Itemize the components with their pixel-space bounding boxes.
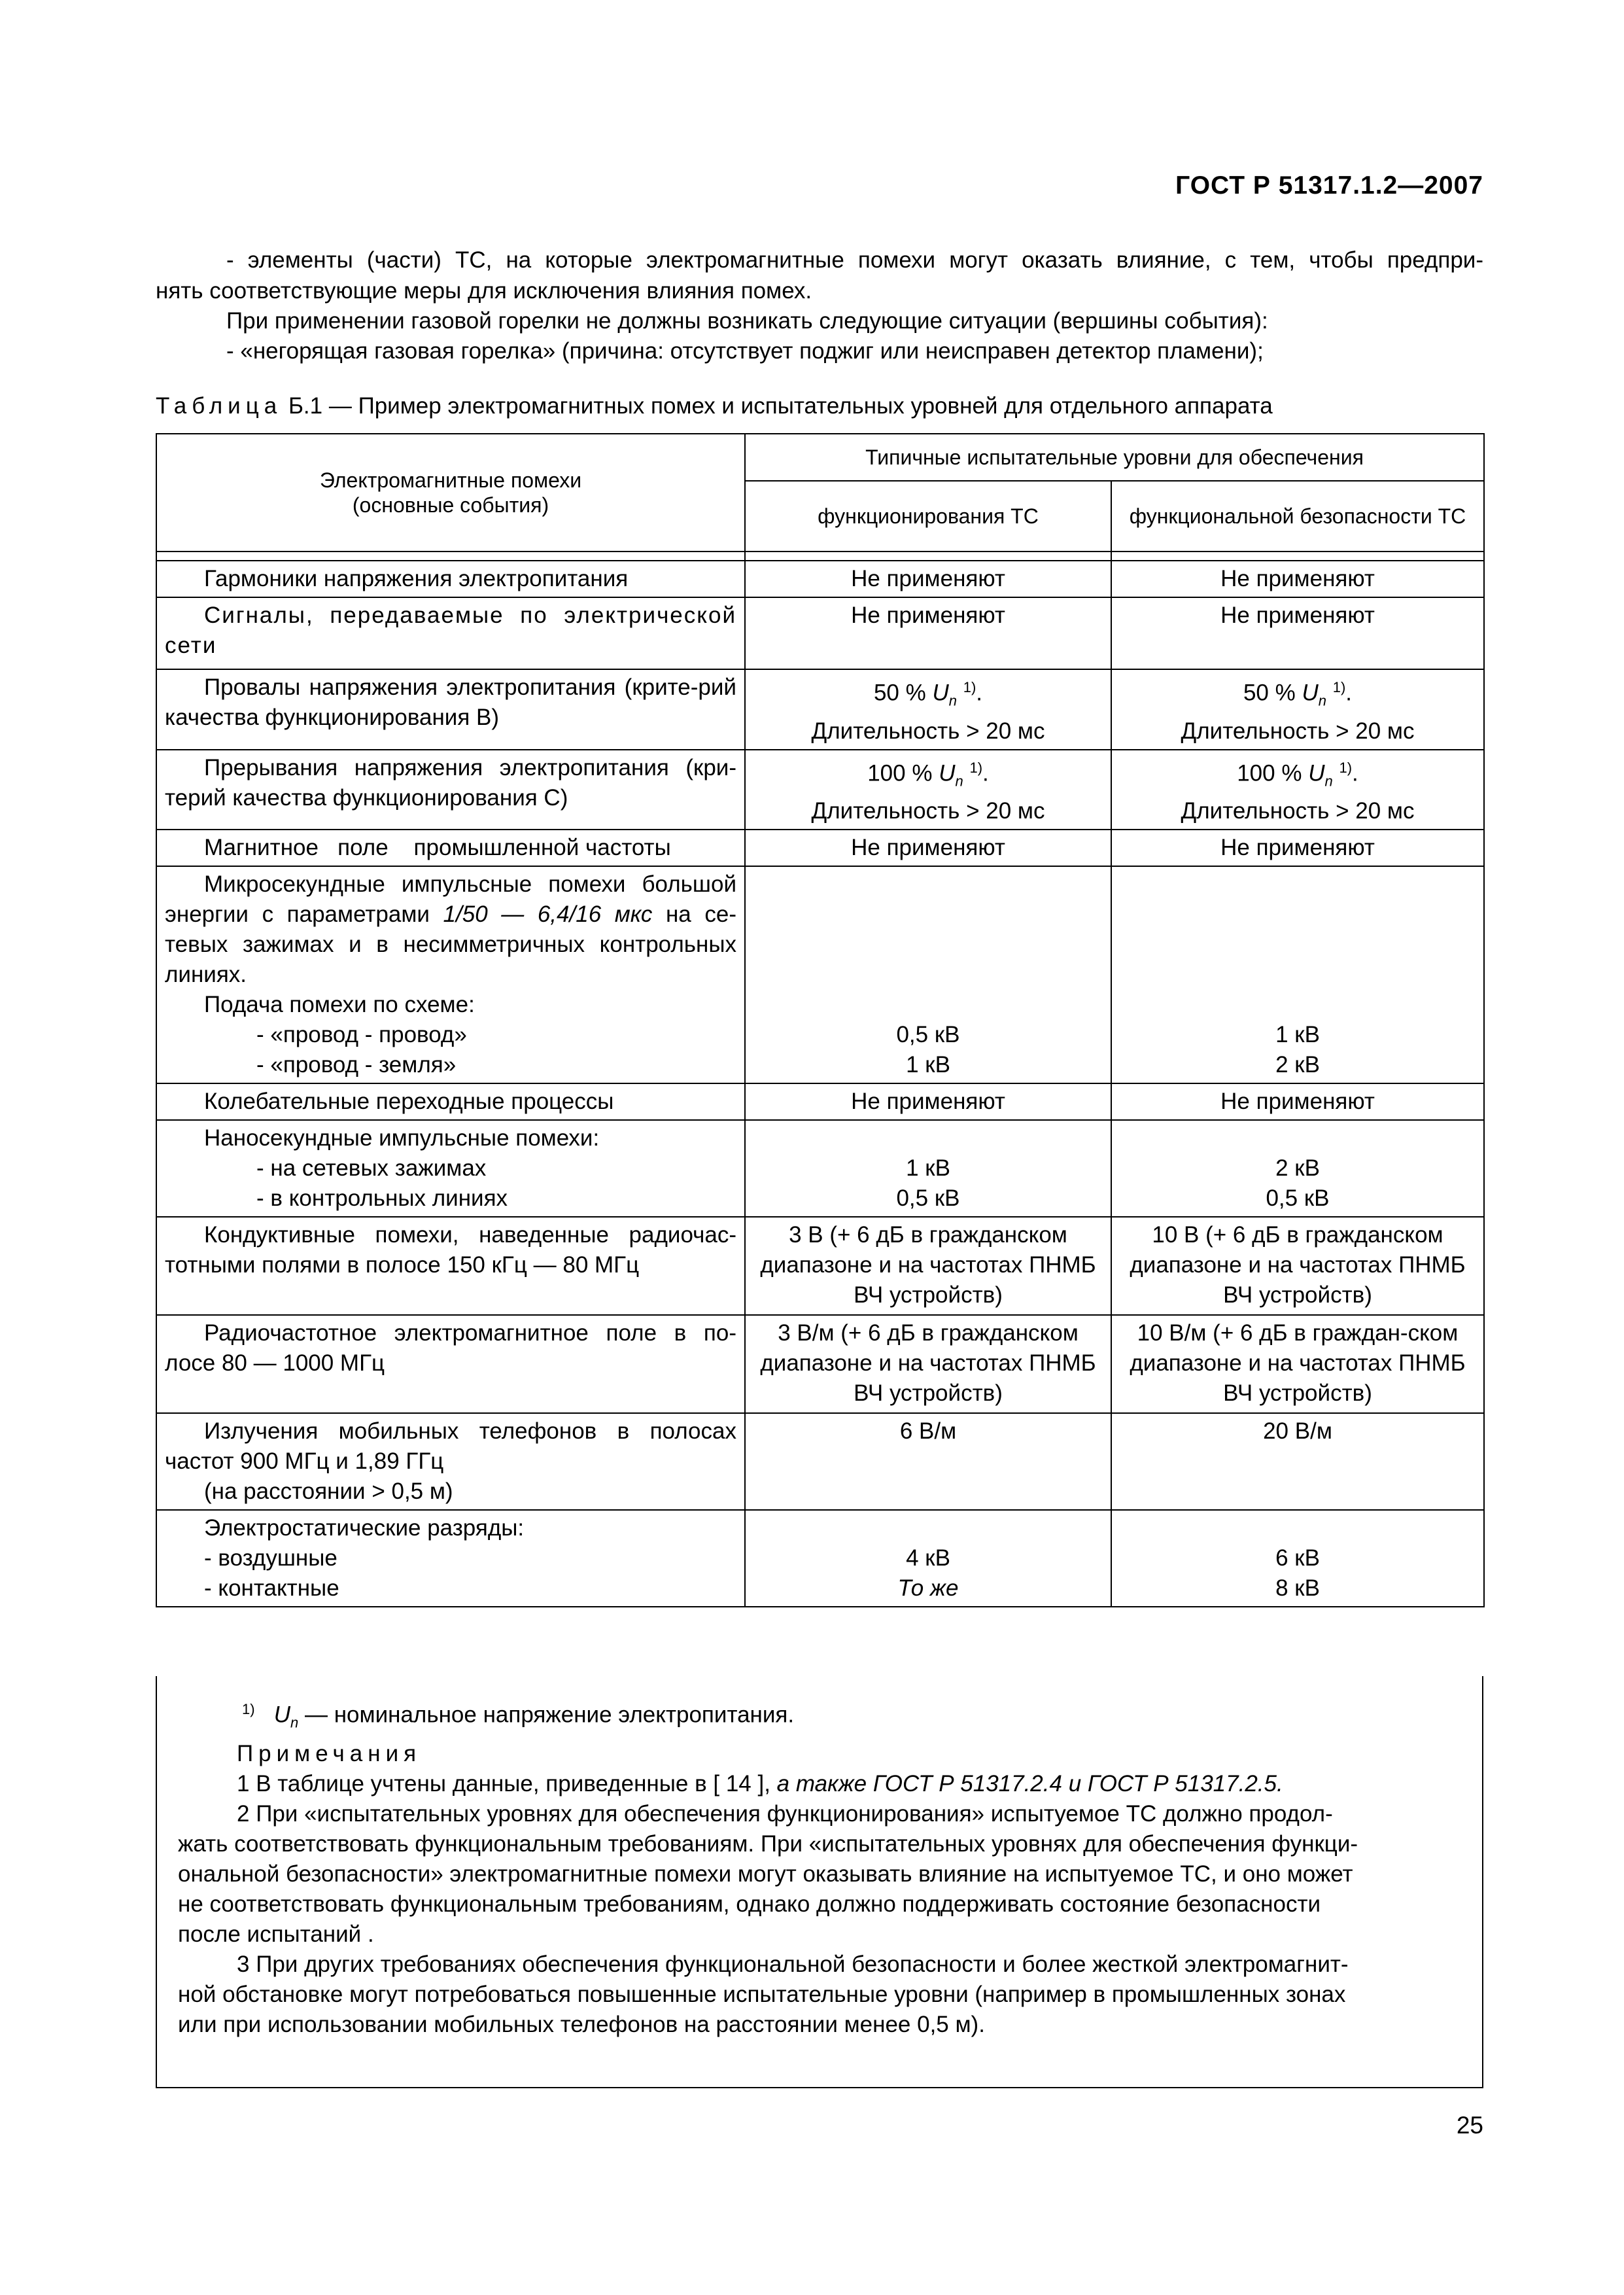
duration-text: Длительность > 20 мс	[811, 718, 1045, 744]
table-row	[156, 830, 1484, 866]
level-percent: 50 %	[873, 680, 926, 706]
footnote-mark: 1)	[242, 1701, 255, 1717]
note-text: 1 В таблице учтены данные, приведенные в [ 14 ],	[237, 1771, 770, 1796]
note-1	[237, 1769, 1453, 1799]
pulse-parameters: 1/50 — 6,4/16 мкс	[443, 902, 653, 928]
row-disturbance-text: Кондуктивные помехи, наведенные радиочас-тотными полями в полосе 150 кГц — 80 МГц	[165, 1222, 736, 1278]
note-2-line: после испытаний .	[178, 1921, 374, 1947]
scheme-item: - «провод - провод»	[256, 1022, 467, 1048]
row-level-functioning: 50 % $U_n$ $^{1)}$. Длительность > 20 мс	[745, 669, 1111, 750]
row-disturbance-text: Колебательные переходные процессы	[204, 1089, 614, 1115]
voltage-subscript: n	[1318, 692, 1326, 709]
notes-title: Примечания	[237, 1741, 422, 1766]
row-disturbance	[156, 830, 745, 866]
row-level-functioning	[745, 866, 1111, 1083]
table-row	[156, 1217, 1484, 1315]
table-row	[156, 561, 1484, 597]
row-level-safety: Не применяют	[1111, 597, 1484, 669]
row-level-safety: 10 В (+ 6 дБ в гражданском диапазоне и на частотах ПНМБ ВЧ устройств)	[1111, 1217, 1484, 1315]
row-disturbance	[156, 1083, 745, 1120]
note-2-line: не соответствовать функциональным требованиям, однако должно поддерживать состояние безопасности	[178, 1891, 1321, 1917]
page-number: 25	[1456, 2112, 1483, 2139]
footnote-ref: 1)	[1332, 679, 1346, 695]
header-disturbance	[156, 434, 745, 552]
table-row	[156, 750, 1484, 830]
row-disturbance	[156, 1413, 745, 1510]
row-level-functioning	[745, 1510, 1111, 1607]
duration-text: Длительность > 20 мс	[1181, 718, 1415, 744]
emc-test-levels-table	[156, 433, 1485, 1607]
table-row	[156, 1413, 1484, 1510]
table-row	[156, 597, 1484, 669]
level-value: 8 кВ	[1275, 1575, 1320, 1602]
sub-item: - контактные	[204, 1575, 339, 1602]
sub-item: - в контрольных линиях	[256, 1185, 508, 1212]
level-value: 0,5 кВ	[896, 1185, 960, 1212]
distance-note: (на расстоянии > 0,5 м)	[204, 1479, 453, 1505]
note-text-italic: а также ГОСТ Р 51317.2.4 и ГОСТ Р 51317.2.5.	[770, 1771, 1283, 1796]
row-level-safety: Не применяют	[1111, 561, 1484, 597]
header-disturbance-line2: (основные события)	[352, 493, 549, 517]
row-level-safety: Не применяют	[1111, 1083, 1484, 1120]
text-part: на се-тевых зажимах и в несимметричных контрольных линиях.	[165, 902, 736, 988]
voltage-subscript: n	[948, 692, 957, 709]
voltage-symbol: U	[1302, 680, 1319, 706]
row-disturbance	[156, 1315, 745, 1413]
row-level-functioning: Не применяют	[745, 597, 1111, 669]
voltage-symbol: U	[273, 1702, 291, 1728]
note-2-line: жать соответствовать функциональным требованиям. При «испытательных уровнях для обеспечения функци-	[178, 1831, 1358, 1857]
row-level-safety: Не применяют	[1111, 830, 1484, 866]
header-levels-group: Типичные испытательные уровни для обеспечения	[745, 434, 1484, 481]
scheme-item: - «провод - земля»	[256, 1052, 457, 1078]
header-disturbance-line1: Электромагнитные помехи	[319, 468, 582, 492]
voltage-subscript: n	[955, 773, 963, 790]
table-row	[156, 669, 1484, 750]
level-value: 4 кВ	[906, 1545, 950, 1571]
header-functional-safety: функциональной безопасности ТС	[1111, 481, 1484, 552]
row-disturbance-text: Электростатические разряды:	[204, 1515, 525, 1541]
voltage-symbol: U	[1308, 760, 1325, 786]
level-percent: 50 %	[1243, 680, 1296, 706]
document-header: ГОСТ Р 51317.1.2—2007	[1175, 171, 1483, 200]
row-disturbance	[156, 561, 745, 597]
voltage-subscript: n	[1324, 773, 1333, 790]
row-disturbance-text: Наносекундные импульсные помехи:	[204, 1125, 600, 1151]
table-header-row	[156, 434, 1484, 481]
row-disturbance-text: Сигналы, передаваемые по электрической сети	[165, 603, 736, 658]
voltage-symbol: U	[932, 680, 949, 706]
table-notes-block	[156, 1676, 1483, 2088]
level-value: 6 кВ	[1275, 1545, 1320, 1571]
row-level-functioning: Не применяют	[745, 561, 1111, 597]
row-disturbance	[156, 1120, 745, 1217]
level-value: 1 кВ	[1275, 1022, 1320, 1048]
table-row	[156, 866, 1484, 1083]
duration-text: Длительность > 20 мс	[811, 798, 1045, 824]
row-level-functioning: Не применяют	[745, 1083, 1111, 1120]
row-level-safety	[1111, 866, 1484, 1083]
scheme-label: Подача помехи по схеме:	[204, 992, 475, 1018]
row-level-functioning: Не применяют	[745, 830, 1111, 866]
row-disturbance	[156, 866, 745, 1083]
intro-paragraph-line: - «негорящая газовая горелка» (причина: отсутствует поджиг или неисправен детектор пламени);	[226, 338, 1264, 364]
row-disturbance	[156, 750, 745, 830]
row-disturbance-text: Прерывания напряжения электропитания (кри-терий качества функционирования С)	[165, 754, 736, 811]
footnote-ref: 1)	[963, 679, 976, 695]
row-disturbance-text	[165, 869, 736, 990]
footnote	[242, 1694, 1517, 1738]
row-disturbance	[156, 669, 745, 750]
intro-paragraph-line: При применении газовой горелки не должны возникать следующие ситуации (вершины события):	[226, 308, 1268, 334]
row-disturbance	[156, 1510, 745, 1607]
note-3-line: ной обстановке могут потребоваться повышенные испытательные уровни (например в промышленных зонах	[178, 1982, 1346, 2007]
text-part: Микросекундные импульсные помехи большой энергии с параметрами	[165, 871, 736, 928]
level-value: 0,5 кВ	[896, 1022, 960, 1048]
table-caption-label: Таблица	[156, 393, 283, 419]
row-disturbance-text: Излучения мобильных телефонов в полосах частот 900 МГц и 1,89 ГГц	[165, 1418, 736, 1475]
note-3-line: 3 При других требованиях обеспечения функциональной безопасности и более жесткой электромагнит-	[237, 1952, 1349, 1977]
row-disturbance-text: Провалы напряжения электропитания (крите-рий качества функционирования В)	[165, 674, 736, 730]
row-level-functioning: 6 В/м	[745, 1413, 1111, 1510]
row-disturbance	[156, 597, 745, 669]
row-disturbance-text: Радиочастотное электромагнитное поле в по-лосе 80 — 1000 МГц	[165, 1320, 736, 1376]
table-caption	[156, 391, 1483, 421]
level-value: 0,5 кВ	[1266, 1185, 1330, 1212]
table-caption-text: Б.1 — Пример электромагнитных помех и испытательных уровней для отдельного аппарата	[282, 393, 1273, 419]
voltage-subscript: n	[290, 1714, 299, 1731]
sub-item: - на сетевых зажимах	[256, 1155, 487, 1182]
footnote-ref: 1)	[1339, 759, 1353, 776]
row-level-functioning: 100 % $U_n$ $^{1)}$. Длительность > 20 мс	[745, 750, 1111, 830]
row-level-functioning: 3 В/м (+ 6 дБ в гражданском диапазоне и на частотах ПНМБ ВЧ устройств)	[745, 1315, 1111, 1413]
table-row	[156, 1315, 1484, 1413]
row-disturbance-text: Магнитное поле промышленной частоты	[204, 835, 671, 861]
intro-paragraph-line: нять соответствующие меры для исключения влияния помех.	[156, 278, 812, 304]
row-level-functioning: 3 В (+ 6 дБ в гражданском диапазоне и на частотах ПНМБ ВЧ устройств)	[745, 1217, 1111, 1315]
note-2-line: ональной безопасности» электромагнитные помехи могут оказывать влияние на испытуемое ТС, и оно может	[178, 1861, 1353, 1887]
sub-item: - воздушные	[204, 1545, 337, 1571]
level-value: 1 кВ	[906, 1052, 950, 1078]
header-functioning: функционирования ТС	[745, 481, 1111, 552]
row-disturbance-text: Гармоники напряжения электропитания	[204, 566, 629, 591]
table-row	[156, 1120, 1484, 1217]
row-level-safety: 50 % $U_n$ $^{1)}$. Длительность > 20 мс	[1111, 669, 1484, 750]
level-value: То же	[897, 1575, 959, 1602]
note-2-line: 2 При «испытательных уровнях для обеспечения функционирования» испытуемое ТС должно продол-	[237, 1801, 1333, 1827]
row-level-safety	[1111, 1510, 1484, 1607]
level-value: 2 кВ	[1275, 1155, 1320, 1182]
row-level-safety: 100 % $U_n$ $^{1)}$. Длительность > 20 мс	[1111, 750, 1484, 830]
table-separator-row	[156, 552, 1484, 561]
row-disturbance	[156, 1217, 745, 1315]
level-percent: 100 %	[867, 760, 933, 786]
voltage-symbol: U	[939, 760, 956, 786]
note-3-line: или при использовании мобильных телефонов на расстоянии менее 0,5 м).	[178, 2012, 985, 2037]
duration-text: Длительность > 20 мс	[1181, 798, 1415, 824]
row-level-safety: 20 В/м	[1111, 1413, 1484, 1510]
footnote-text: — номинальное напряжение электропитания.	[298, 1702, 795, 1728]
level-value: 1 кВ	[906, 1155, 950, 1182]
level-percent: 100 %	[1237, 760, 1302, 786]
row-level-functioning	[745, 1120, 1111, 1217]
row-level-safety: 10 В/м (+ 6 дБ в граждан-ском диапазоне и на частотах ПНМБ ВЧ устройств)	[1111, 1315, 1484, 1413]
footnote-ref: 1)	[969, 759, 983, 776]
table-row	[156, 1083, 1484, 1120]
level-value: 2 кВ	[1275, 1052, 1320, 1078]
table-row	[156, 1510, 1484, 1607]
row-level-safety	[1111, 1120, 1484, 1217]
intro-paragraph-line: - элементы (части) ТС, на которые электромагнитные помехи могут оказать влияние, с тем, чтобы предпри-	[226, 247, 1483, 273]
